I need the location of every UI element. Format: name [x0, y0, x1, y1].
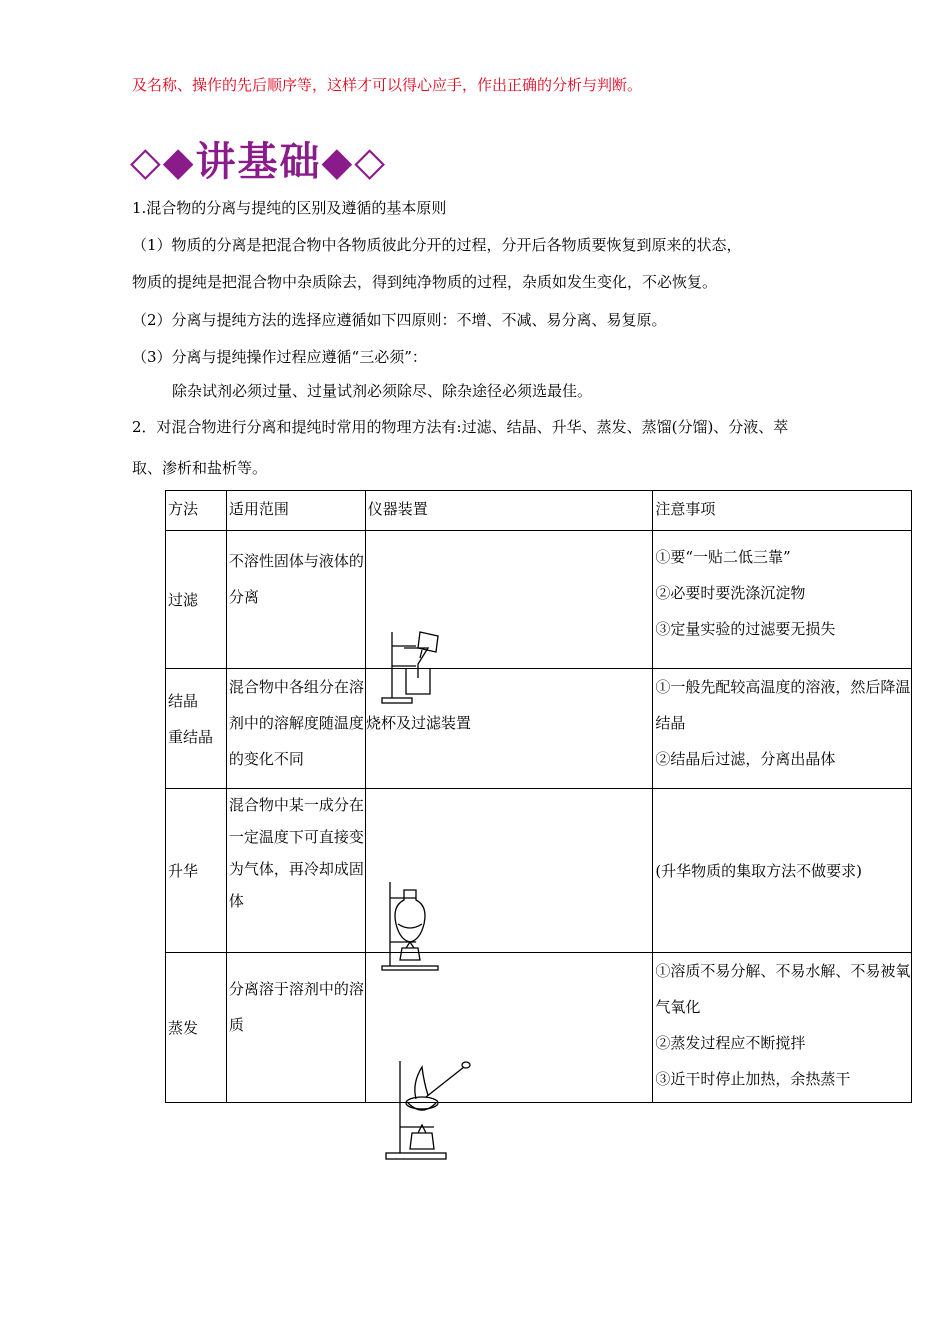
- note-item: ②蒸发过程应不断搅拌: [655, 1034, 806, 1052]
- method-cell: 过滤: [166, 531, 227, 669]
- header-notes: 注意事项: [653, 491, 912, 531]
- section1-title: 1.混合物的分离与提纯的区别及遵循的基本原则: [132, 199, 447, 217]
- paragraph-1a: （1）物质的分离是把混合物中各物质彼此分开的过程，分开后各物质要恢复到原来的状态，: [132, 236, 742, 254]
- paragraph-3b: 除杂试剂必须过量、过量试剂必须除尽、除杂途径必须选最佳。: [172, 382, 593, 400]
- table-row: [166, 531, 912, 669]
- notes-cell: [653, 531, 912, 669]
- note-item: ①一般先配较高温度的溶液，然后降温结晶: [655, 678, 911, 732]
- method-cell: [166, 669, 227, 789]
- methods-table: [165, 490, 912, 1103]
- filtration-apparatus-icon: [378, 628, 448, 708]
- note-item: ③定量实验的过滤要无损失: [655, 620, 836, 638]
- note-item: ②必要时要洗涤沉淀物: [655, 584, 806, 602]
- apparatus-caption: 烧杯及过滤装置: [366, 714, 472, 732]
- section-heading: ◇◆讲基础◆◇: [130, 138, 388, 185]
- table-header-row: [166, 491, 912, 531]
- scope-cell: 分离溶于溶剂中的溶质: [226, 953, 365, 1103]
- note-item: (升华物质的集取方法不做要求): [655, 861, 863, 880]
- method-line: 结晶: [168, 692, 199, 710]
- sublimation-apparatus-icon: [380, 880, 450, 972]
- scope-cell: 混合物中各组分在溶剂中的溶解度随温度的变化不同: [226, 669, 365, 789]
- note-item: ①要“一贴二低三靠”: [655, 548, 791, 566]
- paragraph-2: （2）分离与提纯方法的选择应遵循如下四原则：不增、不减、易分离、易复原。: [132, 311, 667, 329]
- note-item: ③近干时停止加热，余热蒸干: [655, 1070, 851, 1088]
- method-line: 重结晶: [168, 728, 214, 746]
- header-apparatus: 仪器装置: [365, 491, 653, 531]
- table-row: [166, 789, 912, 953]
- paragraph-3: （3）分离与提纯操作过程应遵循“三必须”：: [132, 348, 427, 366]
- table-row: [166, 953, 912, 1103]
- scope-cell: 不溶性固体与液体的分离: [226, 531, 365, 669]
- header-scope: 适用范围: [226, 491, 365, 531]
- notes-cell: [653, 789, 912, 953]
- notes-cell: [653, 669, 912, 789]
- section2-line1: 2．对混合物进行分离和提纯时常用的物理方法有:过滤、结晶、升华、蒸发、蒸馏(分馏)、分液、萃: [132, 418, 789, 436]
- header-method: 方法: [166, 491, 227, 531]
- method-cell: 蒸发: [166, 953, 227, 1103]
- section2-line2: 取、渗析和盐析等。: [132, 459, 268, 477]
- note-item: ①溶质不易分解、不易水解、不易被氧气氧化: [655, 962, 911, 1016]
- method-cell: 升华: [166, 789, 227, 953]
- note-item: ②结晶后过滤，分离出晶体: [655, 750, 836, 768]
- evaporation-apparatus-icon: [382, 1055, 482, 1165]
- paragraph-1b: 物质的提纯是把混合物中杂质除去，得到纯净物质的过程，杂质如发生变化，不必恢复。: [132, 273, 718, 291]
- intro-line: 及名称、操作的先后顺序等，这样才可以得心应手，作出正确的分析与判断。: [132, 76, 643, 94]
- notes-cell: [653, 953, 912, 1103]
- scope-cell: 混合物中某一成分在一定温度下可直接变为气体，再冷却成固体: [226, 789, 365, 953]
- table-row: [166, 669, 912, 789]
